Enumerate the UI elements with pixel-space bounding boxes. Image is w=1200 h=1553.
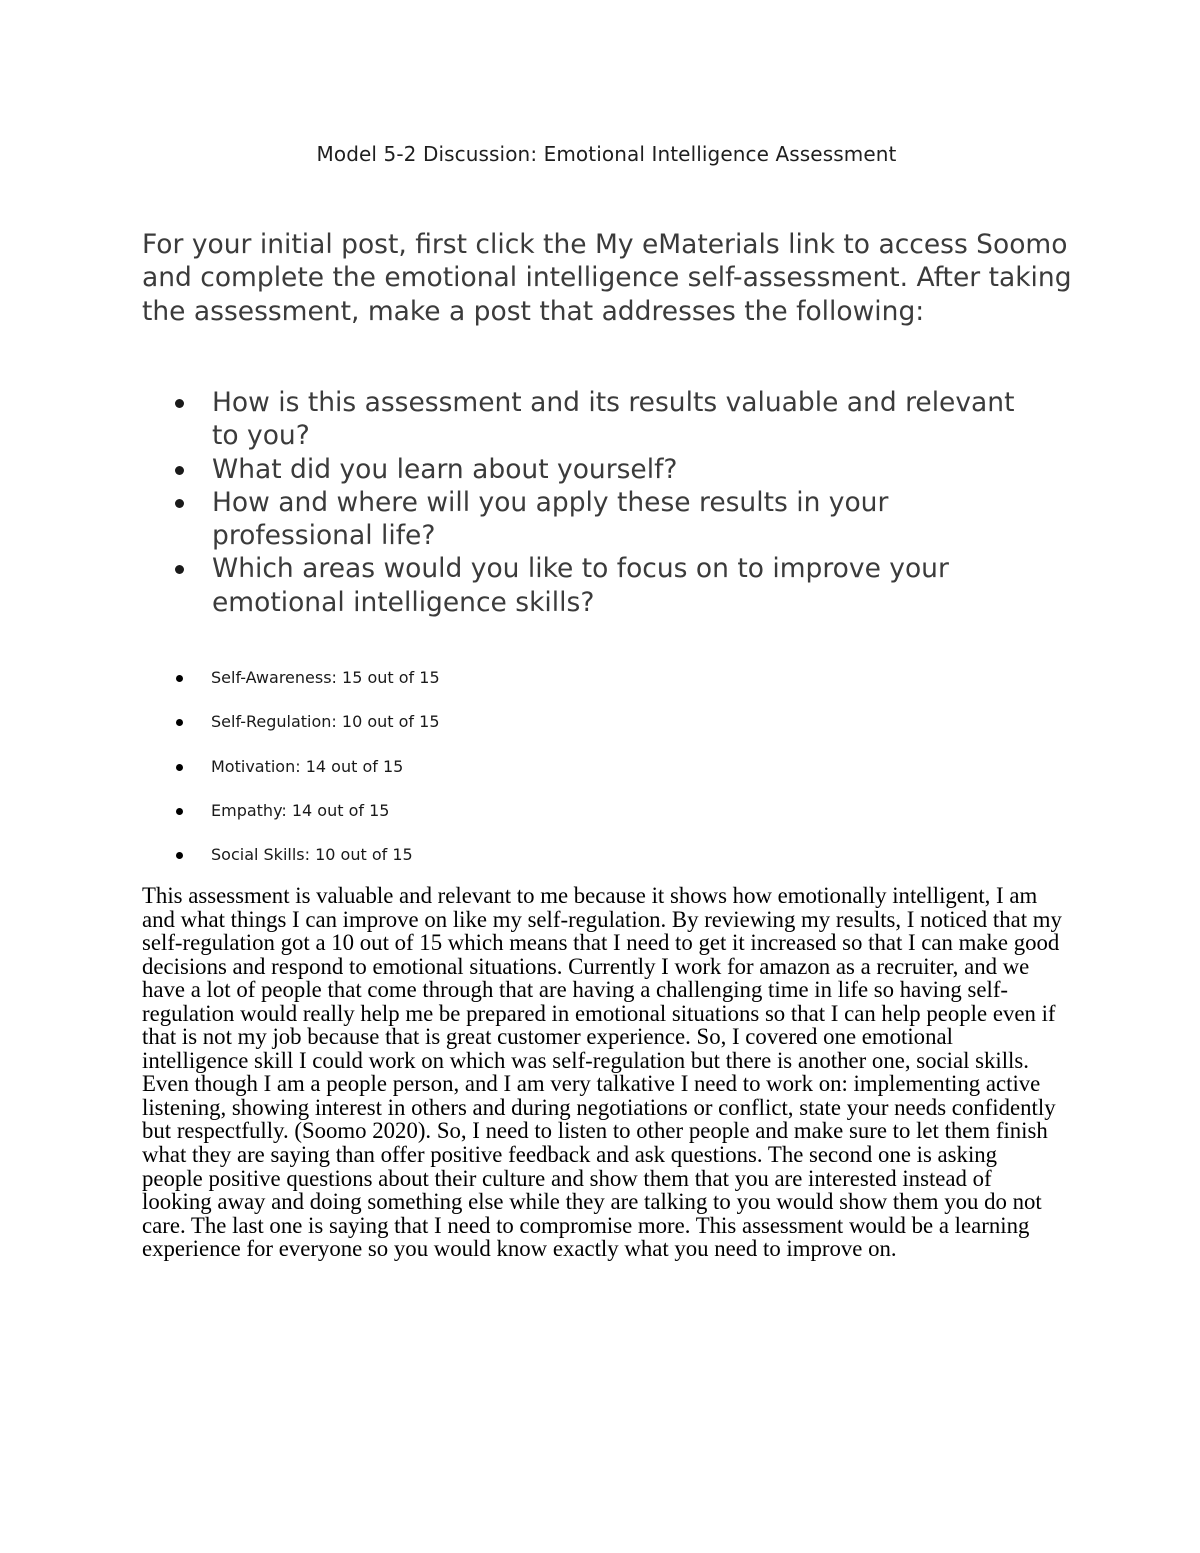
score-list (142, 664, 842, 885)
intro-paragraph: For your initial post, first click the My eMaterials link to access Soomo and complete the emotional intelligence self-assessment. After taking the assessment, make a post that addresses the following: (142, 229, 1072, 327)
score-item-social-skills: Social Skills: 10 out of 15 (142, 841, 842, 885)
score-item-motivation: Motivation: 14 out of 15 (142, 753, 842, 797)
question-list (142, 386, 1042, 619)
question-item: What did you learn about yourself? (142, 453, 1042, 486)
question-item: Which areas would you like to focus on to improve your emotional intelligence skills? (142, 552, 1042, 619)
question-item: How and where will you apply these results in your professional life? (142, 486, 1042, 553)
document-title: Model 5-2 Discussion: Emotional Intelligence Assessment (316, 142, 897, 166)
question-item: How is this assessment and its results valuable and relevant to you? (142, 386, 1042, 453)
score-item-self-awareness: Self-Awareness: 15 out of 15 (142, 664, 842, 708)
score-item-self-regulation: Self-Regulation: 10 out of 15 (142, 708, 842, 752)
score-item-empathy: Empathy: 14 out of 15 (142, 797, 842, 841)
essay-paragraph: This assessment is valuable and relevant to me because it shows how emotionally intelligent, I am and what things I can improve on like my self-regulation. By reviewing my results, I noticed that my self-regulation got a 10 out of 15 which means that I need to get it increased so that I can make good decisions and respond to emotional situations. Currently I work for amazon as a recruiter, and we have a lot of people that come through that are having a challenging time in life so having self-regulation would really help me be prepared in emotional situations so that I can help people even if that is not my job because that is great customer experience. So, I covered one emotional intelligence skill I could work on which was self-regulation but there is another one, social skills. Even though I am a people person, and I am very talkative I need to work on: implementing active listening, showing interest in others and during negotiations or conflict, state your needs confidently but respectfully. (Soomo 2020). So, I need to listen to other people and make sure to let them finish what they are saying than offer positive feedback and ask questions. The second one is asking people positive questions about their culture and show them that you are interested instead of looking away and doing something else while they are talking to you would show them you do not care. The last one is saying that I need to compromise more. This assessment would be a learning experience for everyone so you would know exactly what you need to improve on. (142, 883, 1062, 1262)
